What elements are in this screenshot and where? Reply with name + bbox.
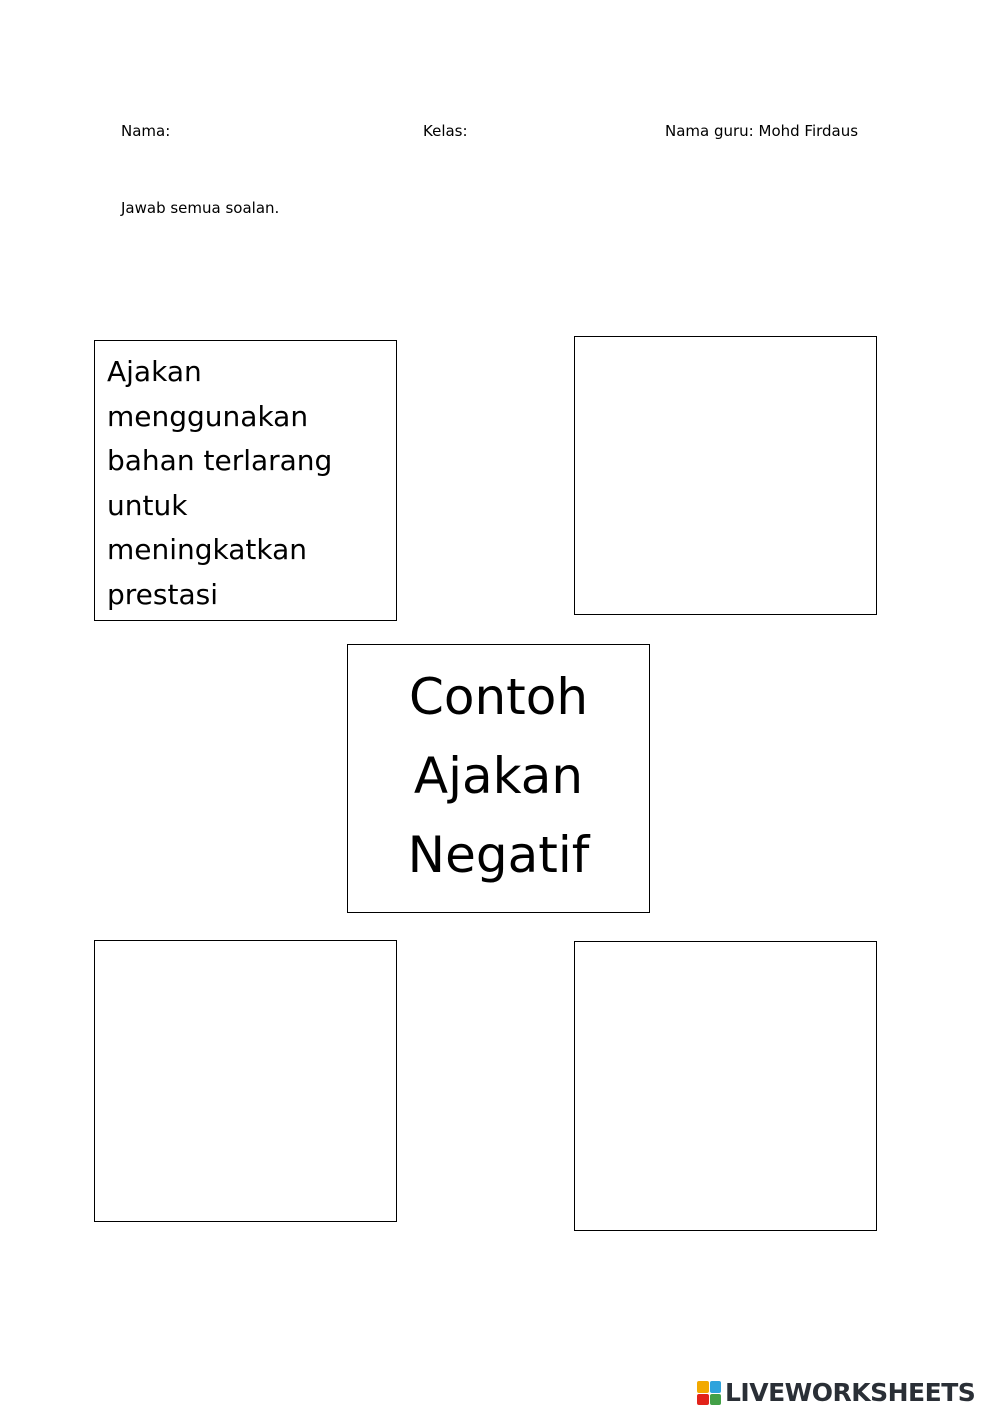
logo-square bbox=[710, 1381, 722, 1393]
top-left-line: menggunakan bbox=[107, 399, 309, 433]
instruction-text: Jawab semua soalan. bbox=[121, 199, 280, 217]
center-line: Negatif bbox=[407, 826, 590, 884]
center-line: Contoh bbox=[408, 668, 589, 726]
logo-square bbox=[697, 1381, 709, 1393]
top-left-line: prestasi bbox=[107, 577, 218, 611]
class-label: Kelas: bbox=[423, 122, 468, 140]
teacher-name-label: Nama guru: Mohd Firdaus bbox=[665, 122, 859, 140]
logo-square bbox=[710, 1394, 722, 1406]
center-line: Ajakan bbox=[413, 747, 584, 805]
center-topic-text bbox=[408, 658, 590, 895]
liveworksheets-logo-icon bbox=[697, 1381, 721, 1405]
center-topic-box bbox=[347, 644, 650, 913]
top-left-line: bahan terlarang bbox=[107, 444, 333, 477]
name-label: Nama: bbox=[121, 122, 171, 140]
answer-box-top-left bbox=[94, 340, 397, 621]
brand-name: LIVEWORKSHEETS bbox=[725, 1378, 976, 1407]
top-left-box-text bbox=[107, 350, 384, 617]
brand-watermark bbox=[697, 1376, 975, 1410]
top-left-line: meningkatkan bbox=[107, 533, 308, 566]
top-left-line: untuk bbox=[107, 488, 188, 522]
top-left-line: Ajakan bbox=[107, 355, 202, 388]
answer-box-bottom-right[interactable] bbox=[574, 941, 877, 1231]
answer-box-top-right[interactable] bbox=[574, 336, 877, 615]
answer-box-bottom-left[interactable] bbox=[94, 940, 397, 1222]
logo-square bbox=[697, 1394, 709, 1406]
